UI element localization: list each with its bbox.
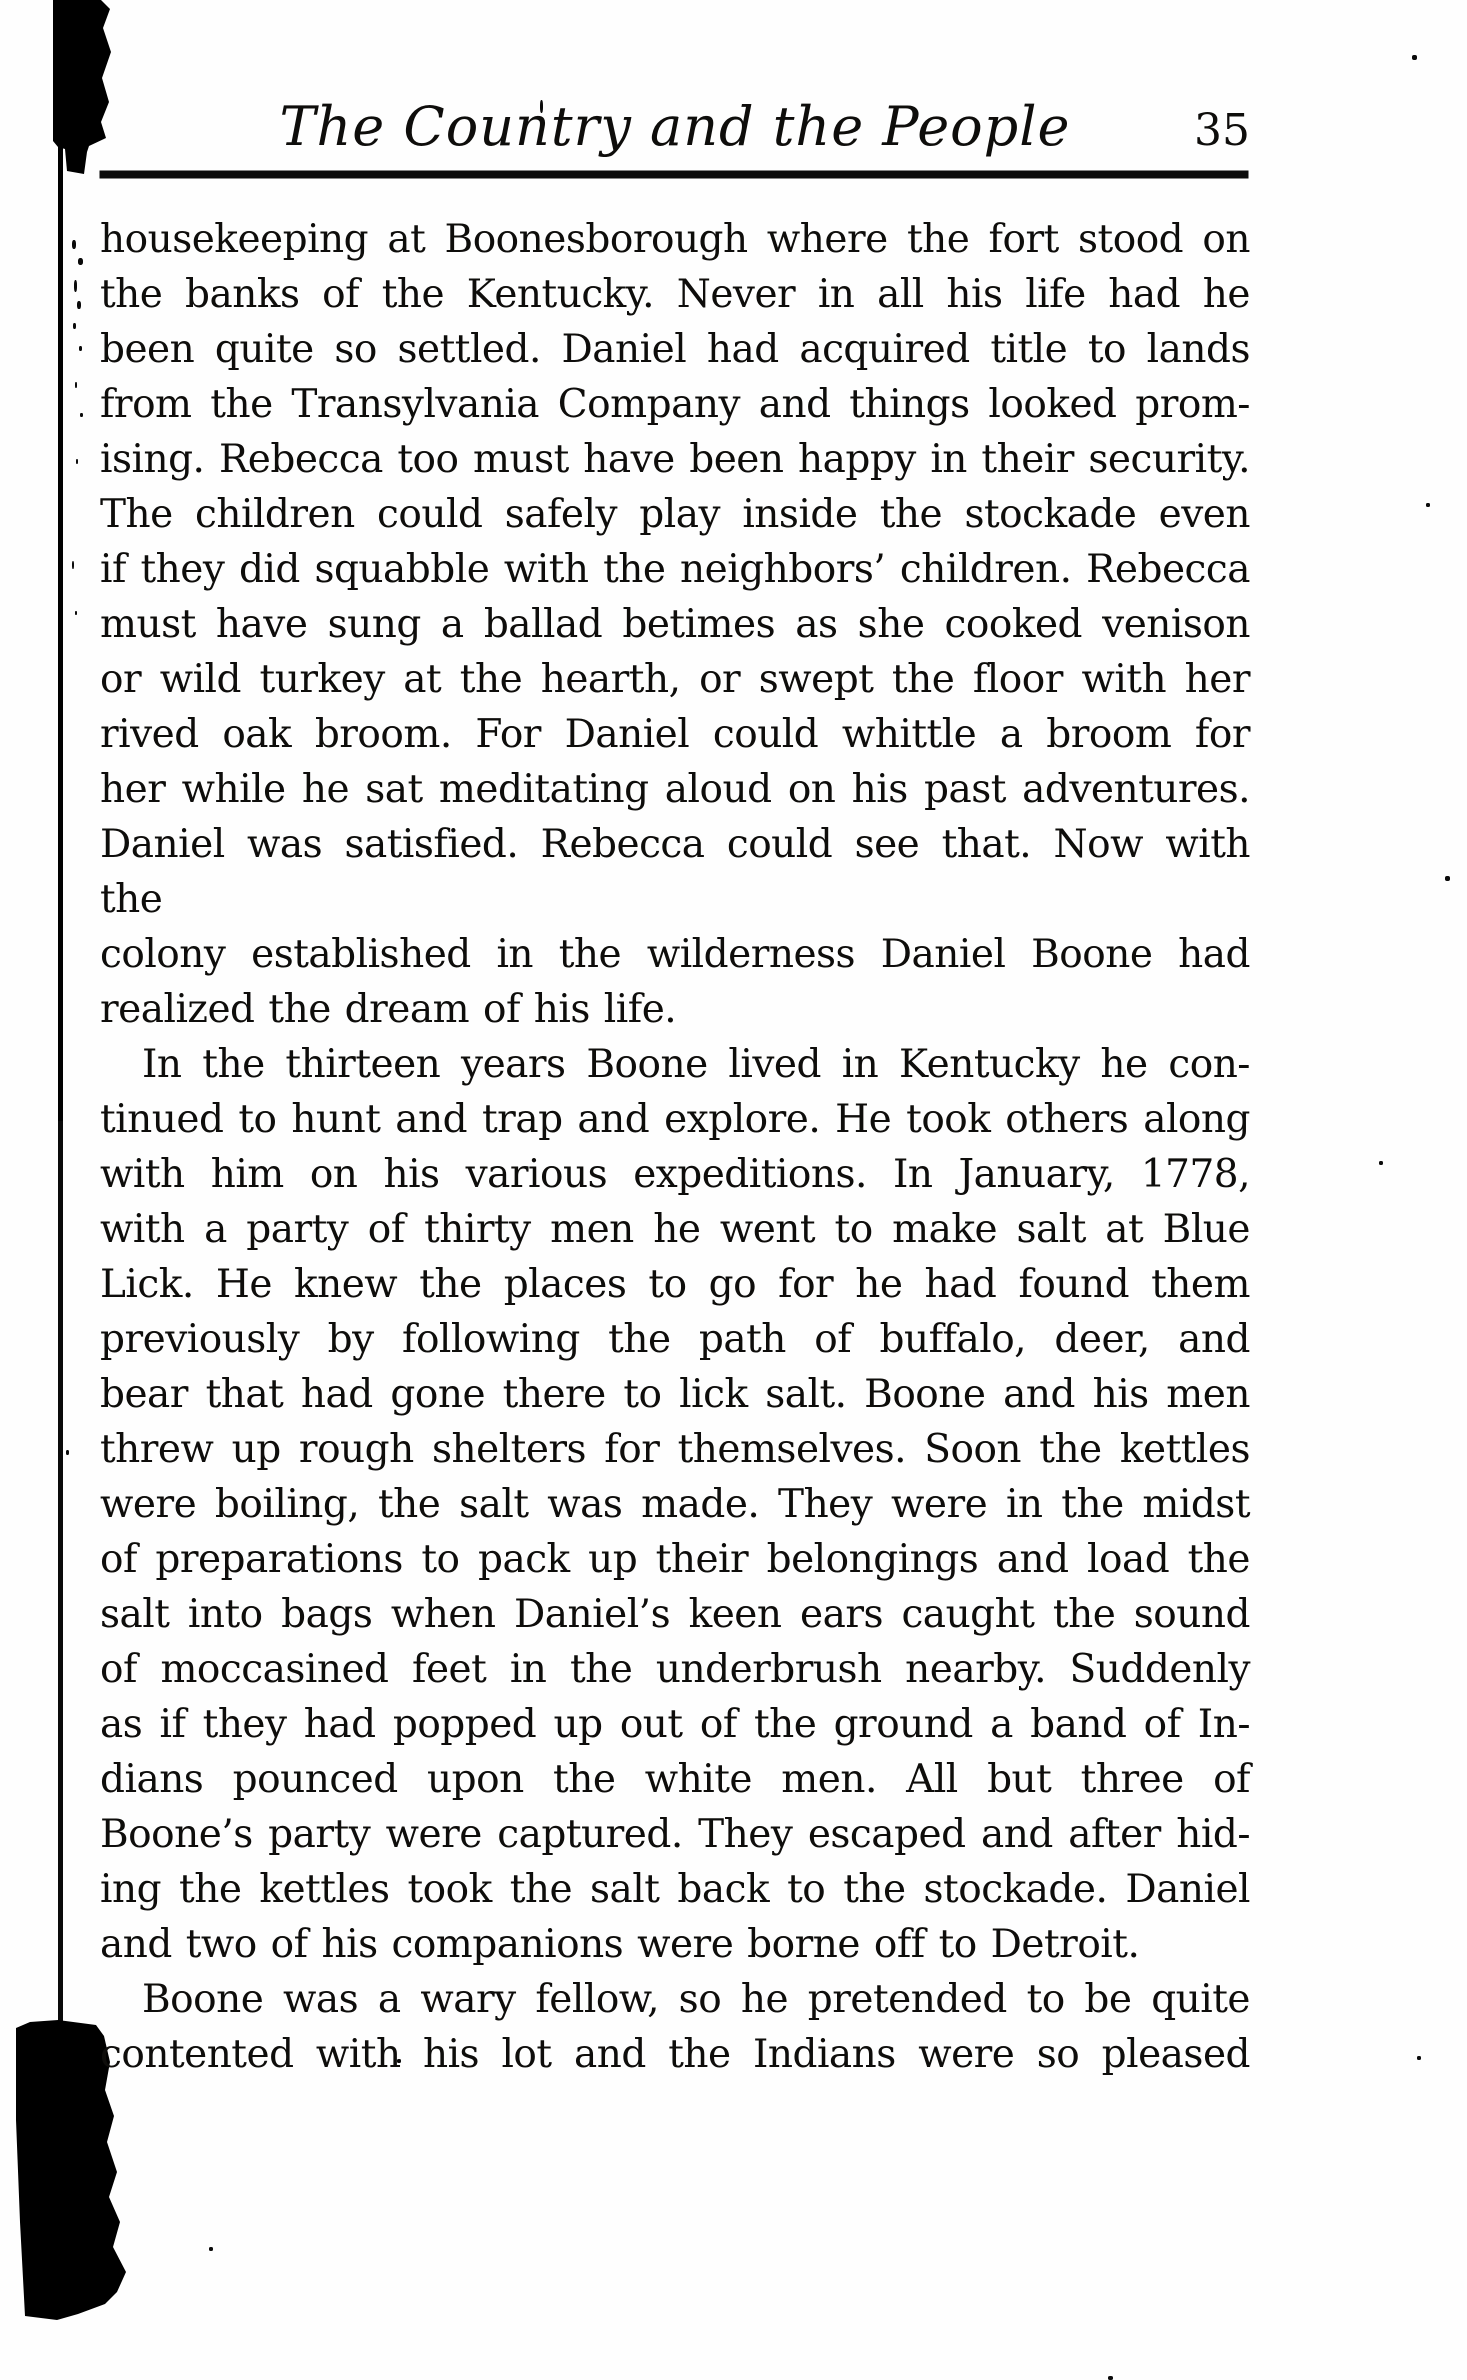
text-line: The children could safely play inside the stockade even bbox=[100, 492, 1250, 537]
running-head-title: The Country and the People bbox=[279, 95, 1071, 158]
ink-speck bbox=[79, 346, 82, 351]
text-line: contented with his lot and the Indians were so pleased bbox=[100, 2032, 1250, 2077]
text-line: were boiling, the salt was made. They were in the midst bbox=[100, 1482, 1250, 1527]
text-line: as if they had popped up out of the ground a band of In- bbox=[100, 1702, 1250, 1747]
body-text bbox=[100, 212, 1250, 2082]
text-line: or wild turkey at the hearth, or swept the floor with her bbox=[100, 657, 1250, 702]
text-line: the banks of the Kentucky. Never in all his life had he bbox=[100, 272, 1250, 317]
header-rule bbox=[100, 171, 1248, 178]
text-line: bear that had gone there to lick salt. Boone and his men bbox=[100, 1372, 1250, 1417]
text-line: In the thirteen years Boone lived in Kentucky he con- bbox=[142, 1042, 1250, 1087]
text-line: with him on his various expeditions. In January, 1778, bbox=[100, 1152, 1250, 1197]
spine-shadow-line bbox=[58, 0, 63, 2038]
ink-speck bbox=[73, 323, 76, 329]
paragraph bbox=[100, 1972, 1250, 2082]
ink-speck bbox=[75, 382, 77, 388]
text-line: salt into bags when Daniel’s keen ears caught the sound bbox=[100, 1592, 1250, 1637]
ink-speck bbox=[74, 280, 77, 292]
text-line: if they did squabble with the neighbors’ children. Rebecca bbox=[100, 547, 1250, 592]
ink-speck bbox=[76, 459, 78, 464]
text-line: been quite so settled. Daniel had acquired title to lands bbox=[100, 327, 1250, 372]
ink-speck bbox=[78, 258, 83, 265]
text-line: and two of his companions were borne off to Detroit. bbox=[100, 1922, 1140, 1967]
text-line: housekeeping at Boonesborough where the fort stood on bbox=[100, 217, 1250, 262]
text-line: with a party of thirty men he went to make salt at Blue bbox=[100, 1207, 1250, 1252]
text-line: Boone was a wary fellow, so he pretended to be quite bbox=[142, 1977, 1250, 2022]
ink-speck bbox=[72, 240, 76, 249]
ink-speck bbox=[1379, 1161, 1383, 1165]
ink-speck bbox=[1108, 2376, 1113, 2380]
ink-speck bbox=[66, 1450, 69, 1455]
page-number: 35 bbox=[1194, 105, 1250, 156]
ink-speck bbox=[1445, 876, 1450, 881]
ink-speck bbox=[72, 561, 74, 569]
paragraph bbox=[100, 1037, 1250, 1972]
ink-speck bbox=[77, 301, 81, 309]
text-line: from the Transylvania Company and things looked prom- bbox=[100, 382, 1250, 427]
text-line: colony established in the wilderness Daniel Boone had bbox=[100, 932, 1250, 977]
text-line: her while he sat meditating aloud on his past adventures. bbox=[100, 767, 1250, 812]
text-line: tinued to hunt and trap and explore. He took others along bbox=[100, 1097, 1250, 1142]
text-line: previously by following the path of buffalo, deer, and bbox=[100, 1317, 1250, 1362]
text-line: ising. Rebecca too must have been happy in their security. bbox=[100, 437, 1250, 482]
text-line: rived oak broom. For Daniel could whittle a broom for bbox=[100, 712, 1250, 757]
text-line: ing the kettles took the salt back to the stockade. Daniel bbox=[100, 1867, 1250, 1912]
ink-speck bbox=[209, 2247, 213, 2251]
ink-speck bbox=[1417, 2056, 1421, 2060]
ink-speck bbox=[80, 413, 83, 417]
text-line: of preparations to pack up their belongings and load the bbox=[100, 1537, 1250, 1582]
text-line: threw up rough shelters for themselves. Soon the kettles bbox=[100, 1427, 1250, 1472]
text-line: Boone’s party were captured. They escaped and after hid- bbox=[100, 1812, 1250, 1857]
text-line: of moccasined feet in the underbrush nearby. Suddenly bbox=[100, 1647, 1250, 1692]
text-line: Lick. He knew the places to go for he had found them bbox=[100, 1262, 1250, 1307]
text-line: realized the dream of his life. bbox=[100, 987, 677, 1032]
text-line: dians pounced upon the white men. All but three of bbox=[100, 1757, 1250, 1802]
ink-speck bbox=[1426, 503, 1430, 507]
text-line: must have sung a ballad betimes as she cooked venison bbox=[100, 602, 1250, 647]
ink-speck bbox=[75, 611, 77, 615]
paragraph bbox=[100, 212, 1250, 1037]
ink-speck bbox=[1412, 55, 1417, 60]
text-line: Daniel was satisfied. Rebecca could see that. Now with the bbox=[100, 822, 1250, 922]
